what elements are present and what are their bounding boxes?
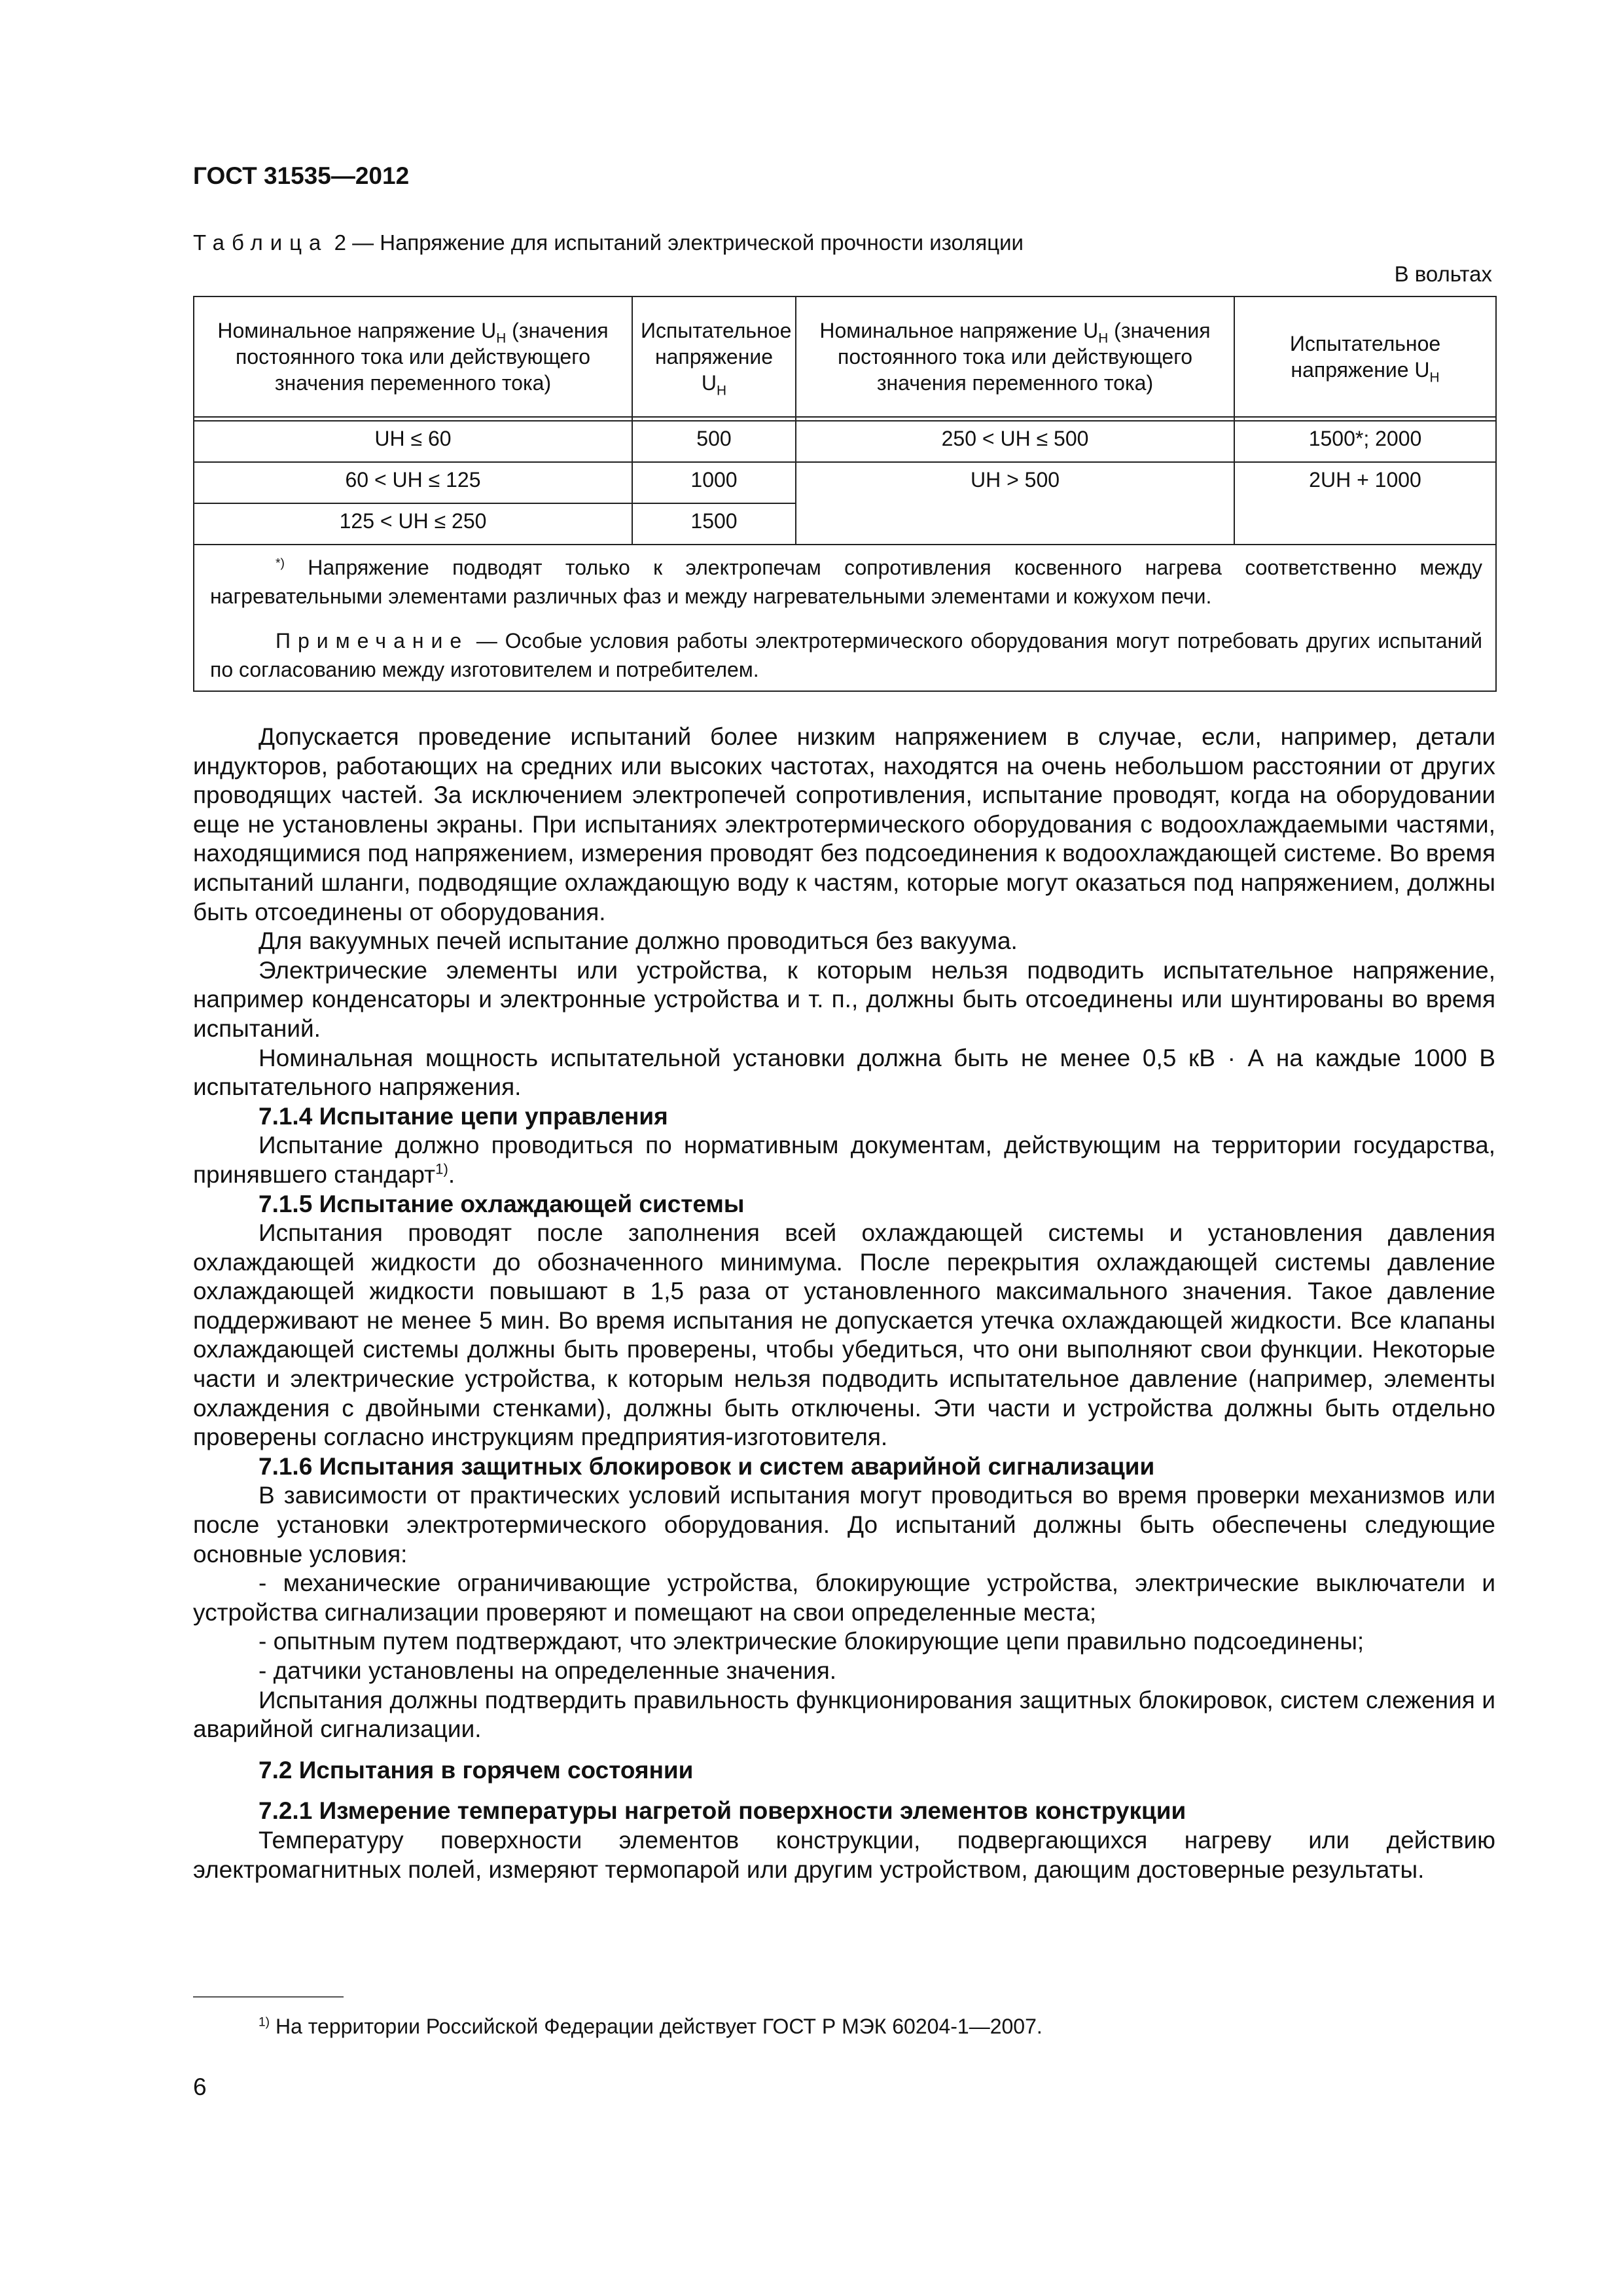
voltage-table (193, 296, 1497, 692)
footnote: $^{1)}$ На территории Российской Федерации действует ГОСТ Р МЭК 60204-1—2007. (259, 2015, 1043, 2038)
paragraph: Электрические элементы или устройства, к которым нельзя подводить испытательное напряжение, например конденсаторы и электронные устройства и т. п., должны быть отсоединены или шунтированы во время испытаний. (193, 956, 1495, 1042)
table-footnote-star: *) Напряжение подводят только к электропечам сопротивления косвенного нагрева соответственно между нагревательными элементами различных фаз и между нагревательными элементами и кожухом печи. (210, 556, 1482, 608)
table-cell: 60 < UН ≤ 125 (194, 462, 632, 503)
document-header: ГОСТ 31535—2012 (193, 162, 410, 189)
section-heading-7-2-1: 7.2.1 Измерение температуры нагретой поверхности элементов конструкции (259, 1797, 1186, 1825)
table-notes-row (194, 545, 1496, 691)
paragraph: Номинальная мощность испытательной установки должна быть не менее 0,5 кВ · А на каждые 1000 В испытательного напряжения. (193, 1044, 1495, 1101)
table-caption-word: Таблица (193, 230, 329, 255)
header-nominal-voltage-1: Номинальное напряжение $U_Н$ (значения постоянного тока или действующего значения переменного тока) (194, 296, 632, 417)
table-cell: 2UН + 1000 (1234, 462, 1496, 545)
paragraph: Температуру поверхности элементов конструкции, подвергающихся нагреву или действию электромагнитных полей, измеряют термопарой или другим устройством, дающим достоверные результаты. (193, 1826, 1495, 1883)
list-item: - датчики установлены на определенные значения. (259, 1657, 837, 1684)
table-row (194, 421, 1496, 462)
table-caption (193, 230, 1024, 255)
table-notes (194, 545, 1496, 691)
paragraph: Испытания проводят после заполнения всей охлаждающей системы и установления давления охлаждающей жидкости до обозначенного минимума. После перекрытия охлаждающей системы давление охлаждающей жидкости повышают в 1,5 раза от установленного максимального значения. Такое давление поддерживают не менее 5 мин. Во время испытания не допускается утечка охлаждающей жидкости. Все клапаны охлаждающей системы должны быть проверены, чтобы убедиться, что они выполняют свои функции. Некоторые части и электрические устройства, к которым нельзя подводить испытательное давление (например, элементы охлаждения с двойными стенками), должны быть отключены. Эти части и устройства должны быть отдельно проверены согласно инструкциям предприятия-изготовителя. (193, 1219, 1495, 1451)
page-number: 6 (193, 2073, 207, 2100)
header-test-voltage-2: Испытательное напряжение $U_Н$ (1234, 296, 1496, 417)
table-units: В вольтах (1394, 262, 1492, 286)
table-cell: UН > 500 (796, 462, 1234, 545)
section-heading-7-1-6: 7.1.6 Испытания защитных блокировок и систем аварийной сигнализации (259, 1452, 1155, 1480)
section-heading-7-1-4: 7.1.4 Испытание цепи управления (259, 1102, 668, 1130)
header-nominal-voltage-2: Номинальное напряжение $U_Н$ (значения постоянного тока или действующего значения переменного тока) (796, 296, 1234, 417)
header-test-voltage-1: Испытательное напряжение $U_Н$ (632, 296, 796, 417)
paragraph: Испытание должно проводиться по нормативным документам, действующим на территории государства, принявшего стандарт$^{1)}$. (193, 1132, 1495, 1188)
body-text (193, 723, 1495, 1884)
list-item: - опытным путем подтверждают, что электрические блокирующие цепи правильно подсоединены; (259, 1628, 1364, 1655)
table-note: Примечание — Особые условия работы электротермического оборудования могут потребовать других испытаний по согласованию между изготовителем и потребителем. (210, 629, 1482, 681)
footnote-ref: 1) (435, 1160, 448, 1177)
table-caption-text: 2 — Напряжение для испытаний электрической прочности изоляции (334, 230, 1024, 255)
table-cell: 1500*; 2000 (1234, 421, 1496, 462)
list-item: - механические ограничивающие устройства, блокирующие устройства, электрические выключатели и устройства сигнализации проверяют и помещают на свои определенные места; (193, 1570, 1495, 1626)
paragraph: Допускается проведение испытаний более низким напряжением в случае, если, например, детали индукторов, работающих на средних или высоких частотах, находятся на очень небольшом расстоянии от других проводящих частей. За исключением электропечей сопротивления, испытание проводят, когда на оборудовании еще не установлены экраны. При испытаниях электротермического оборудования с водоохлаждаемыми частями, находящимися под напряжением, измерения проводят без подсоединения к водоохлаждающей системе. Во время испытаний шланги, подводящие охлаждающую воду к частям, которые могут оказаться под напряжением, должны быть отсоединены от оборудования. (193, 723, 1495, 925)
table-cell: 500 (632, 421, 796, 462)
table-header-row (194, 296, 1496, 417)
section-heading-7-2: 7.2 Испытания в горячем состоянии (259, 1756, 694, 1784)
table-cell: 125 < UН ≤ 250 (194, 503, 632, 545)
table-cell: 250 < UН ≤ 500 (796, 421, 1234, 462)
table-cell: UН ≤ 60 (194, 421, 632, 462)
paragraph: В зависимости от практических условий испытания могут проводиться во время проверки механизмов или после установки электротермического оборудования. До испытаний должны быть обеспечены следующие основные условия: (193, 1482, 1495, 1568)
paragraph: Испытания должны подтвердить правильность функционирования защитных блокировок, систем слежения и аварийной сигнализации. (193, 1686, 1495, 1743)
table-cell: 1000 (632, 462, 796, 503)
section-heading-7-1-5: 7.1.5 Испытание охлаждающей системы (259, 1190, 745, 1217)
paragraph: Для вакуумных печей испытание должно проводиться без вакуума. (259, 927, 1018, 955)
table-row (194, 462, 1496, 503)
footnote-divider (193, 1996, 344, 1998)
table-cell: 1500 (632, 503, 796, 545)
